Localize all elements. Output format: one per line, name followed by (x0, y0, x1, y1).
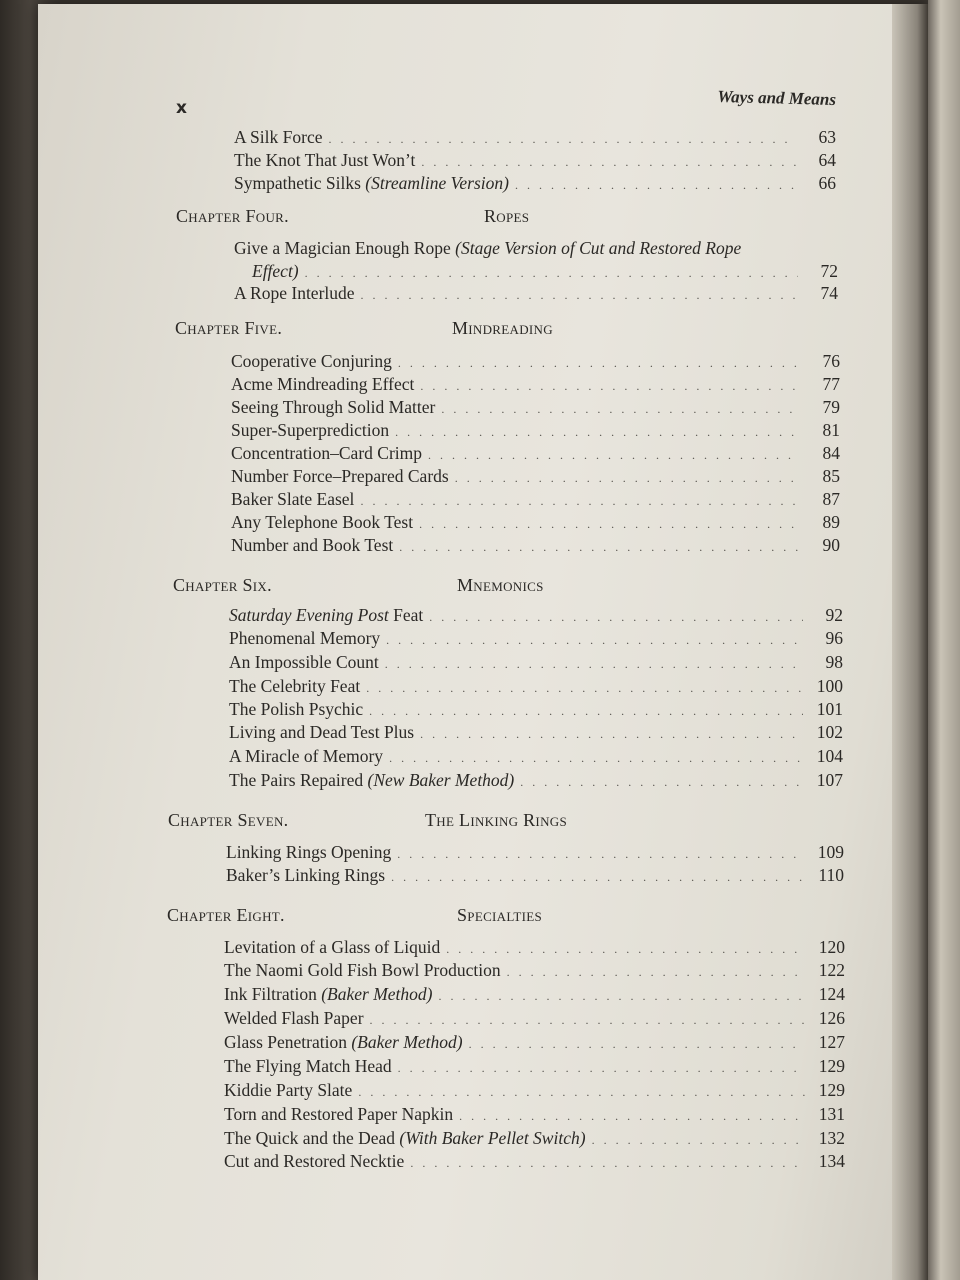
entry-title: Welded Flash Paper (224, 1008, 364, 1028)
dot-leader (391, 870, 804, 885)
entry-title-group (231, 374, 414, 395)
page-number: 72 (820, 261, 838, 281)
page-number: 120 (818, 937, 845, 957)
entry-title-group (234, 150, 415, 171)
entry-title-group (224, 960, 501, 981)
entry-title: The Flying Match Head (224, 1056, 392, 1076)
dot-leader (386, 633, 803, 648)
dot-leader (520, 775, 803, 790)
page-number: 127 (818, 1032, 845, 1052)
page-number: 76 (822, 351, 840, 371)
entry-title-group (231, 489, 354, 510)
entry-title: Ink Filtration (224, 984, 317, 1004)
page-number: 131 (818, 1104, 845, 1124)
toc-entry[interactable] (229, 746, 843, 767)
chapter-number: Chapter Seven. (168, 810, 289, 830)
entry-title: Any Telephone Book Test (231, 512, 414, 532)
toc-entry[interactable] (229, 699, 843, 720)
page-number: 64 (818, 150, 836, 170)
chapter-title: Mnemonics (457, 575, 544, 595)
entry-title-group (234, 127, 322, 148)
entry-title: An Impossible Count (229, 652, 379, 672)
toc-entry[interactable] (234, 173, 836, 194)
toc-entry[interactable] (229, 652, 843, 673)
page-number: 87 (822, 489, 840, 509)
entry-title: Phenomenal Memory (229, 628, 381, 648)
toc-entry[interactable] (224, 1128, 845, 1149)
entry-title-group (224, 1151, 404, 1172)
toc-entry[interactable] (229, 722, 843, 743)
entry-title-group (229, 722, 414, 743)
entry-title: A Miracle of Memory (229, 746, 384, 766)
toc-entry[interactable] (234, 127, 836, 148)
entry-title: Baker Slate Easel (231, 489, 355, 509)
dot-leader (419, 517, 800, 532)
entry-title: Feat (393, 605, 424, 625)
entry-title: The Pairs Repaired (229, 770, 364, 790)
page-number: 98 (825, 652, 843, 672)
dot-leader (366, 681, 803, 696)
entry-title-group (229, 605, 423, 626)
entry-title: A Silk Force (234, 127, 323, 147)
toc-entry[interactable] (224, 937, 845, 958)
entry-title: Seeing Through Solid Matter (231, 397, 436, 417)
dot-leader (328, 132, 796, 147)
dot-leader (441, 402, 800, 417)
page-number: 134 (818, 1151, 845, 1171)
page-number: 102 (816, 722, 843, 742)
entry-title-group (234, 173, 509, 194)
toc-entry[interactable] (224, 1104, 845, 1125)
dot-leader (455, 471, 800, 486)
entry-title-italic: (Baker Method) (321, 984, 433, 1004)
toc-entry[interactable] (231, 512, 840, 533)
toc-entry[interactable] (224, 1056, 845, 1077)
entry-title-italic: (Stage Version of Cut and Restored Rope (455, 238, 742, 258)
entry-title-group (224, 1008, 364, 1029)
entry-title-italic: (Streamline Version) (365, 173, 509, 193)
entry-title-group (231, 420, 389, 441)
dot-leader (507, 965, 805, 980)
page-number: 84 (822, 443, 840, 463)
dot-leader (428, 448, 800, 463)
dot-leader (439, 989, 806, 1004)
chapter-title: Ropes (484, 206, 530, 226)
page-number: 81 (822, 420, 840, 440)
page-number: 74 (820, 283, 838, 303)
page-number: 101 (816, 699, 843, 719)
entry-title: The Knot That Just Won’t (234, 150, 416, 170)
entry-title-italic: Saturday Evening Post (229, 605, 389, 625)
entry-title: Cut and Restored Necktie (224, 1151, 405, 1171)
toc-entry[interactable] (234, 150, 836, 171)
dot-leader (429, 610, 803, 625)
toc-entry[interactable] (224, 1008, 845, 1029)
entry-title: Linking Rings Opening (226, 842, 392, 862)
entry-title: A Rope Interlude (234, 283, 355, 303)
page-number: 104 (816, 746, 843, 766)
page-number: 85 (822, 466, 840, 486)
page-number: 90 (822, 535, 840, 555)
chapter-title: The Linking Rings (425, 810, 567, 830)
entry-title-italic: (With Baker Pellet Switch) (399, 1128, 586, 1148)
toc-entry[interactable] (224, 1151, 845, 1172)
entry-title-group (226, 865, 385, 886)
chapter-title: Specialties (457, 905, 543, 925)
entry-title-group (224, 1080, 352, 1101)
entry-title: Sympathetic Silks (234, 173, 361, 193)
toc-entry[interactable] (231, 489, 840, 510)
toc-entry[interactable] (224, 960, 845, 981)
toc-entry[interactable] (231, 351, 840, 372)
dot-leader (370, 1013, 805, 1028)
toc-entry[interactable] (226, 865, 844, 886)
entry-title-italic: (New Baker Method) (367, 770, 515, 790)
entry-title-group (234, 283, 355, 304)
entry-title-group (229, 770, 514, 791)
dot-leader (459, 1109, 805, 1124)
entry-title-italic: (Baker Method) (351, 1032, 463, 1052)
entry-title: Kiddie Party Slate (224, 1080, 353, 1100)
entry-title: The Celebrity Feat (229, 676, 361, 696)
entry-title-group (229, 676, 360, 697)
dot-leader (398, 356, 800, 371)
page-number: 100 (816, 676, 843, 696)
page-number: 110 (818, 865, 844, 885)
page-number: 109 (817, 842, 844, 862)
page-number: 63 (818, 127, 836, 147)
entry-title-group (231, 512, 413, 533)
toc-entry[interactable] (226, 842, 844, 863)
entry-title-group (224, 1128, 586, 1149)
entry-title-group (231, 535, 393, 556)
page-number: 92 (825, 605, 843, 625)
page-number: 96 (825, 628, 843, 648)
dot-leader (398, 1061, 805, 1076)
entry-title: Levitation of a Glass of Liquid (224, 937, 441, 957)
dot-leader (305, 266, 798, 281)
entry-title: Glass Penetration (224, 1032, 347, 1052)
entry-title: Baker’s Linking Rings (226, 865, 386, 885)
dot-leader (395, 425, 800, 440)
entry-title-group (229, 746, 383, 767)
toc-entry-line (234, 238, 741, 259)
entry-title: Acme Mindreading Effect (231, 374, 415, 394)
toc-entry[interactable] (231, 397, 840, 418)
toc-entry[interactable] (224, 984, 845, 1005)
entry-title: The Quick and the Dead (224, 1128, 396, 1148)
page-number: 124 (818, 984, 845, 1004)
dot-leader (420, 379, 800, 394)
toc-entry[interactable] (231, 466, 840, 487)
entry-title-continuation: Effect) (252, 261, 299, 281)
entry-title: Cooperative Conjuring (231, 351, 392, 371)
toc-entry[interactable] (224, 1080, 845, 1101)
entry-title-group (231, 443, 422, 464)
toc-entry[interactable] (231, 420, 840, 441)
dot-leader (385, 657, 803, 672)
toc-entry[interactable] (231, 374, 840, 395)
entry-title-group (229, 652, 379, 673)
dot-leader (360, 494, 800, 509)
entry-title: The Polish Psychic (229, 699, 364, 719)
dot-leader (469, 1037, 805, 1052)
page-number: 122 (818, 960, 845, 980)
dot-leader (410, 1156, 805, 1171)
page-number: 77 (822, 374, 840, 394)
entry-title: Give a Magician Enough Rope (234, 238, 451, 258)
chapter-number: Chapter Eight. (167, 905, 285, 925)
dot-leader (397, 847, 804, 862)
page-number: 66 (818, 173, 836, 193)
page-number: 89 (822, 512, 840, 532)
entry-title: The Naomi Gold Fish Bowl Production (224, 960, 501, 980)
entry-title-group (231, 466, 449, 487)
toc-entry[interactable] (224, 1032, 845, 1053)
entry-title-group (231, 351, 392, 372)
entry-title: Number and Book Test (231, 535, 394, 555)
chapter-number: Chapter Six. (173, 575, 272, 595)
toc-entry[interactable] (231, 443, 840, 464)
toc-entry[interactable] (229, 628, 843, 649)
dot-leader (420, 727, 803, 742)
toc-entry[interactable] (234, 283, 838, 304)
dot-leader (515, 178, 796, 193)
dot-leader (399, 540, 800, 555)
chapter-number: Chapter Five. (175, 318, 283, 338)
running-head: Ways and Means (717, 86, 837, 109)
entry-title-group (226, 842, 391, 863)
entry-title: Living and Dead Test Plus (229, 722, 415, 742)
entry-title-group (224, 937, 440, 958)
entry-title: Number Force–Prepared Cards (231, 466, 449, 486)
entry-title-group (229, 628, 380, 649)
toc-entry[interactable] (229, 770, 843, 791)
entry-title: Super-Superprediction (231, 420, 390, 440)
page-number: 107 (816, 770, 843, 790)
entry-title: Concentration–Card Crimp (231, 443, 423, 463)
dot-leader (446, 942, 805, 957)
chapter-title: Mindreading (452, 318, 553, 338)
chapter-number: Chapter Four. (176, 206, 289, 226)
page-number: 79 (822, 397, 840, 417)
page-number: 129 (818, 1056, 845, 1076)
entry-title-group (231, 397, 435, 418)
entry-title-group (229, 699, 363, 720)
entry-title-group (224, 1056, 392, 1077)
toc-entry[interactable] (252, 261, 838, 282)
entry-title: Torn and Restored Paper Napkin (224, 1104, 454, 1124)
page-folio: x (176, 98, 187, 118)
entry-title-group (224, 984, 433, 1005)
page-number: 126 (818, 1008, 845, 1028)
entry-title-group (224, 1032, 463, 1053)
dot-leader (361, 288, 798, 303)
entry-title-group (224, 1104, 453, 1125)
toc-entry[interactable] (231, 535, 840, 556)
dot-leader (389, 751, 803, 766)
toc-entry[interactable] (229, 676, 843, 697)
dot-leader (358, 1085, 805, 1100)
dot-leader (421, 155, 796, 170)
page-number: 132 (818, 1128, 845, 1148)
page-number: 129 (818, 1080, 845, 1100)
toc-entry[interactable] (229, 605, 843, 626)
dot-leader (592, 1133, 805, 1148)
dot-leader (369, 704, 803, 719)
